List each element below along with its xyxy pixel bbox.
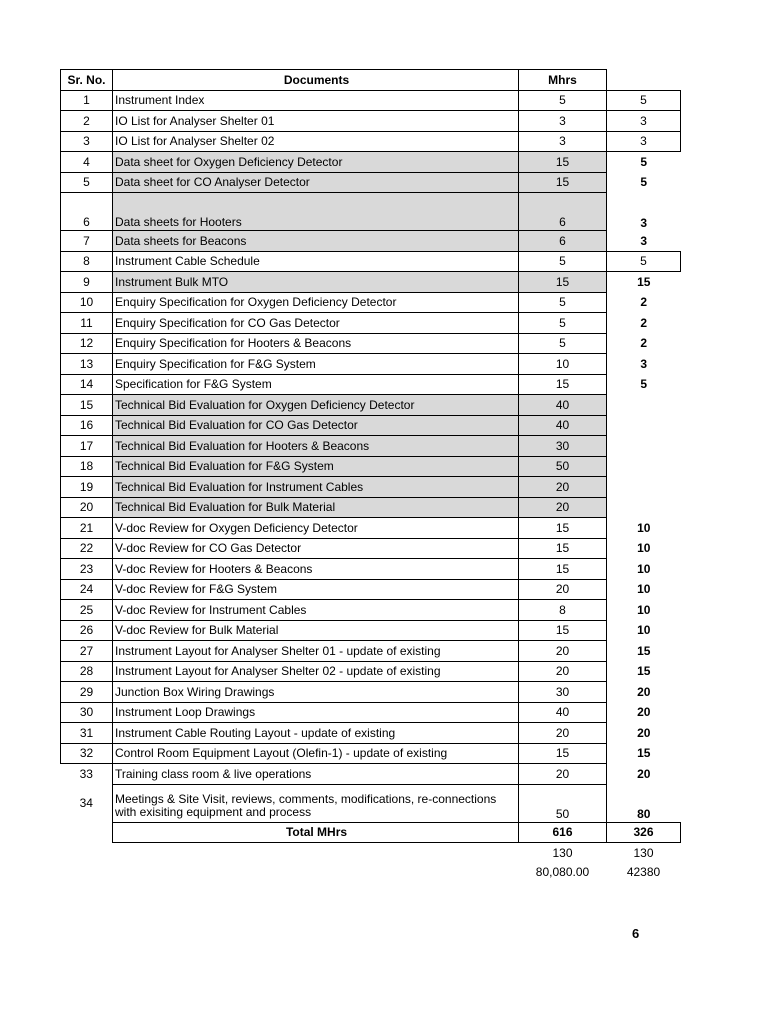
row-mhrs-second: 10 (637, 561, 651, 576)
page-number: 6 (632, 926, 640, 941)
table-row (61, 415, 681, 436)
row-document: Instrument Bulk MTO (113, 272, 519, 293)
row-mhrs: 30 (519, 682, 607, 703)
row-sr-no: 18 (61, 456, 113, 477)
row-mhrs-second: 80 (637, 806, 651, 821)
table-row (61, 723, 681, 744)
header-documents: Documents (113, 70, 519, 91)
row-document: Data sheet for CO Analyser Detector (113, 172, 519, 193)
total-label: Total MHrs (113, 822, 519, 843)
row-document: Technical Bid Evaluation for F&G System (113, 456, 519, 477)
row-mhrs: 20 (519, 477, 607, 498)
row-mhrs: 15 (519, 559, 607, 580)
row-mhrs: 10 (519, 354, 607, 375)
row-mhrs-second: 3 (640, 215, 648, 230)
row-document: Technical Bid Evaluation for Instrument Cables (113, 477, 519, 498)
row-sr-no: 3 (61, 131, 113, 152)
total-blank (61, 822, 113, 843)
row-document: Enquiry Specification for Hooters & Beacons (113, 333, 519, 354)
row-mhrs-second: 5 (607, 90, 681, 111)
row-mhrs: 15 (519, 620, 607, 641)
row-mhrs: 40 (519, 702, 607, 723)
row-document: Specification for F&G System (113, 374, 519, 395)
row-mhrs-second: 3 (607, 131, 681, 152)
header-blank (607, 70, 681, 91)
row-document: Data sheets for Beacons (113, 231, 519, 252)
row-sr-no: 9 (61, 272, 113, 293)
row-mhrs: 20 (519, 764, 607, 785)
row-document: V-doc Review for Instrument Cables (113, 600, 519, 621)
row-mhrs-second: 15 (637, 643, 651, 658)
row-mhrs: 20 (519, 497, 607, 518)
row-mhrs: 15 (519, 538, 607, 559)
table-row (61, 374, 681, 395)
row-mhrs-second (607, 436, 681, 457)
row-mhrs: 15 (519, 152, 607, 173)
row-mhrs: 20 (519, 723, 607, 744)
row-sr-no: 7 (61, 231, 113, 252)
row-sr-no: 34 (79, 796, 93, 810)
row-mhrs-second: 2 (640, 315, 648, 330)
row-mhrs: 5 (519, 313, 607, 334)
table-row (61, 518, 681, 539)
row-mhrs-second: 20 (637, 766, 651, 781)
row-document: Enquiry Specification for F&G System (113, 354, 519, 375)
row-document: Data sheet for Oxygen Deficiency Detector (113, 152, 519, 173)
row-mhrs: 5 (519, 333, 607, 354)
row-mhrs: 3 (519, 131, 607, 152)
row-mhrs: 40 (519, 395, 607, 416)
row-mhrs: 20 (519, 579, 607, 600)
row-sr-no: 17 (61, 436, 113, 457)
header-mhrs: Mhrs (519, 70, 607, 91)
row-sr-no: 24 (61, 579, 113, 600)
row-mhrs: 6 (519, 231, 607, 252)
header-sr-no: Sr. No. (61, 70, 113, 91)
table-header-row (61, 70, 681, 91)
row-mhrs-second: 3 (607, 111, 681, 132)
row-mhrs-second (607, 477, 681, 498)
row-document: Enquiry Specification for Oxygen Deficiency Detector (113, 292, 519, 313)
row-mhrs-second: 10 (637, 541, 651, 556)
table-row (61, 313, 681, 334)
row-mhrs: 3 (519, 111, 607, 132)
table-row (61, 90, 681, 111)
row-sr-no: 19 (61, 477, 113, 498)
row-mhrs-second: 5 (640, 377, 648, 392)
total-mhrs-second: 326 (607, 822, 681, 843)
row-sr-no: 2 (61, 111, 113, 132)
row-document: Junction Box Wiring Drawings (113, 682, 519, 703)
row-mhrs: 15 (519, 172, 607, 193)
rate-blank-2 (113, 843, 519, 863)
row-mhrs: 6 (519, 193, 607, 231)
row-sr-no: 16 (61, 415, 113, 436)
table-row (61, 477, 681, 498)
row-mhrs-second: 5 (640, 175, 648, 190)
table-row (61, 333, 681, 354)
row-mhrs-second: 3 (640, 233, 648, 248)
row-document: Instrument Loop Drawings (113, 702, 519, 723)
table-row (61, 152, 681, 173)
amount-mhrs: 80,080.00 (535, 865, 590, 880)
row-mhrs: 15 (519, 518, 607, 539)
table-row (61, 620, 681, 641)
row-sr-no: 26 (61, 620, 113, 641)
table-row (61, 764, 681, 785)
row-mhrs-second (607, 415, 681, 436)
row-mhrs-second: 10 (637, 602, 651, 617)
total-row (61, 822, 681, 843)
row-document: Data sheets for Hooters (113, 193, 519, 231)
row-mhrs: 40 (519, 415, 607, 436)
table-row (61, 131, 681, 152)
row-sr-no: 20 (61, 497, 113, 518)
row-mhrs: 8 (519, 600, 607, 621)
table-row (61, 172, 681, 193)
row-document: Technical Bid Evaluation for Oxygen Deficiency Detector (113, 395, 519, 416)
table-row (61, 579, 681, 600)
row-document: Enquiry Specification for CO Gas Detector (113, 313, 519, 334)
table-row (61, 395, 681, 416)
table-row (61, 251, 681, 272)
row-mhrs-second (607, 456, 681, 477)
row-mhrs: 5 (519, 251, 607, 272)
row-document: Instrument Cable Schedule (113, 251, 519, 272)
row-document: Technical Bid Evaluation for Hooters & Beacons (113, 436, 519, 457)
row-mhrs: 30 (519, 436, 607, 457)
row-document: Control Room Equipment Layout (Olefin-1) - update of existing (113, 743, 519, 764)
row-sr-no: 11 (61, 313, 113, 334)
row-document: V-doc Review for CO Gas Detector (113, 538, 519, 559)
row-mhrs-second: 20 (637, 684, 651, 699)
row-document: V-doc Review for Bulk Material (113, 620, 519, 641)
rate-mhrs: 130 (552, 845, 573, 860)
row-sr-no: 30 (61, 702, 113, 723)
row-sr-no: 28 (61, 661, 113, 682)
table-row (61, 661, 681, 682)
row-sr-no: 29 (61, 682, 113, 703)
amount-row (61, 863, 681, 883)
row-mhrs-second: 10 (637, 623, 651, 638)
table-body (61, 90, 681, 822)
row-mhrs: 5 (519, 292, 607, 313)
row-sr-no: 23 (61, 559, 113, 580)
row-sr-no: 32 (61, 743, 113, 764)
table-row (61, 456, 681, 477)
table-row (61, 272, 681, 293)
table-row (61, 559, 681, 580)
table-row (61, 600, 681, 621)
row-mhrs-second: 15 (637, 664, 651, 679)
rate-mhrs-second: 130 (633, 845, 654, 860)
table-row (61, 784, 681, 822)
row-sr-no: 8 (61, 251, 113, 272)
row-mhrs-second: 15 (637, 275, 651, 289)
row-sr-no: 27 (61, 641, 113, 662)
row-sr-no: 6 (61, 193, 113, 231)
row-mhrs-second: 2 (640, 295, 648, 310)
row-document: Meetings & Site Visit, reviews, comments, modifications, re-connections with exisiting equipment and process (113, 784, 519, 822)
row-mhrs: 20 (519, 661, 607, 682)
row-sr-no: 13 (61, 354, 113, 375)
row-document: IO List for Analyser Shelter 02 (113, 131, 519, 152)
row-sr-no: 5 (61, 172, 113, 193)
row-sr-no: 1 (61, 90, 113, 111)
row-mhrs-second: 3 (640, 356, 648, 371)
table-row (61, 682, 681, 703)
row-document: Training class room & live operations (113, 764, 519, 785)
table-row (61, 193, 681, 231)
table-row (61, 231, 681, 252)
row-document: Instrument Cable Routing Layout - update of existing (113, 723, 519, 744)
row-document: V-doc Review for F&G System (113, 579, 519, 600)
row-sr-no: 31 (61, 723, 113, 744)
row-mhrs-second: 10 (637, 582, 651, 597)
row-sr-no: 14 (61, 374, 113, 395)
row-mhrs: 20 (519, 641, 607, 662)
rate-row (61, 843, 681, 863)
rate-blank-1 (61, 843, 113, 863)
row-mhrs-second: 2 (640, 336, 648, 351)
table-row (61, 641, 681, 662)
row-mhrs-second: 5 (640, 155, 648, 169)
row-mhrs-second: 20 (637, 725, 651, 740)
row-mhrs: 5 (519, 90, 607, 111)
row-document: IO List for Analyser Shelter 01 (113, 111, 519, 132)
row-document: Instrument Layout for Analyser Shelter 02 - update of existing (113, 661, 519, 682)
row-sr-no: 33 (79, 767, 93, 781)
table-row (61, 292, 681, 313)
row-mhrs-second: 10 (637, 520, 651, 535)
row-sr-no: 10 (61, 292, 113, 313)
row-document: Technical Bid Evaluation for CO Gas Detector (113, 415, 519, 436)
table-row (61, 743, 681, 764)
row-document: Instrument Layout for Analyser Shelter 01 - update of existing (113, 641, 519, 662)
row-sr-no: 22 (61, 538, 113, 559)
table-row (61, 354, 681, 375)
row-mhrs-second (607, 497, 681, 518)
row-mhrs-second (607, 395, 681, 416)
total-mhrs: 616 (519, 822, 607, 843)
row-document: Instrument Index (113, 90, 519, 111)
row-mhrs: 50 (519, 456, 607, 477)
row-mhrs: 50 (519, 784, 607, 822)
row-mhrs: 15 (519, 743, 607, 764)
table-row (61, 497, 681, 518)
row-sr-no: 15 (61, 395, 113, 416)
table-row (61, 111, 681, 132)
amount-blank-2 (113, 863, 519, 883)
amount-mhrs-second: 42380 (626, 865, 661, 880)
row-mhrs: 15 (519, 374, 607, 395)
row-mhrs: 15 (519, 272, 607, 293)
manhours-table (60, 69, 681, 882)
table-row (61, 538, 681, 559)
row-sr-no: 4 (61, 152, 113, 173)
row-sr-no: 21 (61, 518, 113, 539)
row-mhrs-second: 5 (607, 251, 681, 272)
table-row (61, 436, 681, 457)
row-document: Technical Bid Evaluation for Bulk Material (113, 497, 519, 518)
row-sr-no: 25 (61, 600, 113, 621)
row-mhrs-second: 20 (637, 705, 651, 720)
row-sr-no: 12 (61, 333, 113, 354)
row-mhrs-second: 15 (637, 746, 651, 761)
table-row (61, 702, 681, 723)
amount-blank-1 (61, 863, 113, 883)
row-document: V-doc Review for Oxygen Deficiency Detector (113, 518, 519, 539)
row-document: V-doc Review for Hooters & Beacons (113, 559, 519, 580)
